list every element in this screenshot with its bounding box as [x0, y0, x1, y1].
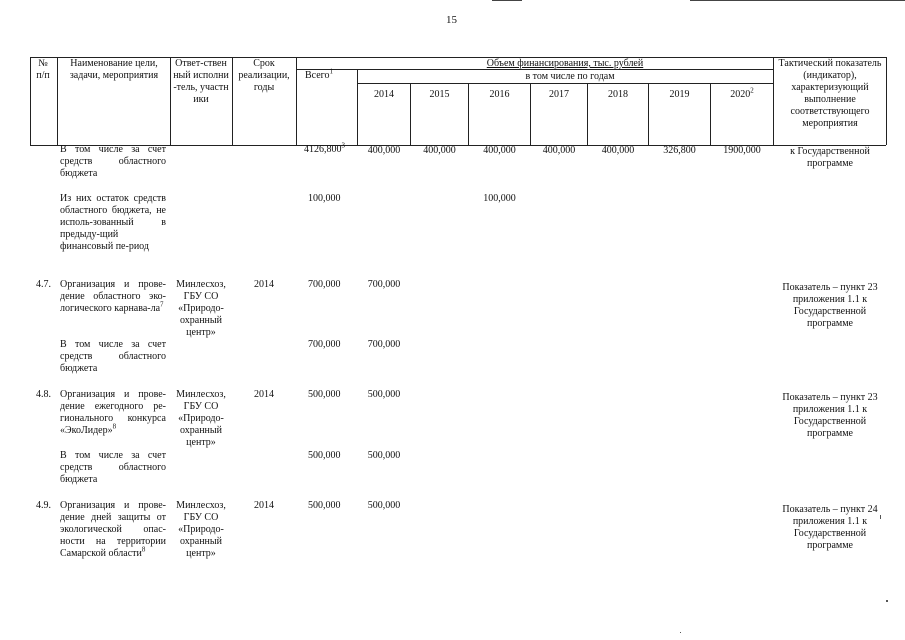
- row-total: 700,000: [308, 339, 341, 350]
- row-indicator: Показатель – пункт 23 приложения 1.1 к Государственной программе: [782, 282, 878, 329]
- row-name: В том числе за счет средств областного бюджета: [60, 144, 166, 179]
- row-year-value: 100,000: [483, 193, 516, 204]
- row-term: 2014: [254, 389, 274, 400]
- header-total: Всего$^1$: [305, 67, 334, 81]
- row-term: 2014: [254, 500, 274, 511]
- row-indicator: Показатель – пункт 24 приложения 1.1 к Государственной программе: [782, 504, 878, 551]
- row-name: Организация и прове-дение дней защиты от экологической опас-ности на территории Самарской области$^8$: [60, 500, 166, 559]
- header-name: Наименование цели, задачи, мероприятия: [69, 58, 159, 81]
- page-number: 15: [446, 14, 457, 26]
- row-year-value: 1900,000: [723, 145, 761, 156]
- row-name: В том числе за счет средств областного бюджета: [60, 450, 166, 485]
- row-number: 4.8.: [36, 389, 51, 400]
- scan-speck: [880, 515, 881, 519]
- row-number: 4.9.: [36, 500, 51, 511]
- header-year: 2017: [549, 89, 569, 100]
- row-responsible: Минлесхоз, ГБУ СО «Природо-охранный центр»: [176, 500, 226, 559]
- row-name: Организация и прове-дение областного эко-логического карнава-$ла^7$: [60, 279, 166, 314]
- row-name: Из них остаток средств областного бюджета, не исполь-зованный в предыду-щий финансовый пе-риод: [60, 193, 166, 252]
- header-year: 2015: [429, 89, 450, 100]
- row-year-value: 400,000: [423, 145, 456, 156]
- header-year-2020: 2020$^2$: [730, 86, 754, 100]
- row-year-value: 500,000: [367, 500, 401, 511]
- header-funding: Объем финансирования, тыс. рублей: [486, 58, 644, 69]
- row-year-value: 500,000: [367, 389, 401, 400]
- scan-speck: [886, 600, 888, 602]
- row-total: 500,000: [308, 450, 341, 461]
- header-year: 2019: [669, 89, 690, 100]
- row-name: В том числе за счет средств областного бюджета: [60, 339, 166, 374]
- top-rule-left: [492, 0, 522, 1]
- row-year-value: 700,000: [367, 279, 401, 290]
- row-responsible: Минлесхоз, ГБУ СО «Природо-охранный центр»: [176, 389, 226, 448]
- row-total: 500,000: [308, 500, 341, 511]
- row-year-value: 700,000: [367, 339, 401, 350]
- header-num: № п/п: [36, 58, 50, 81]
- row-responsible: Минлесхоз, ГБУ СО «Природо-охранный центр»: [176, 279, 226, 338]
- header-term: Срок реализации, годы: [238, 58, 290, 93]
- row-indicator: Показатель – пункт 23 приложения 1.1 к Государственной программе: [782, 392, 878, 439]
- header-year: 2014: [374, 89, 394, 100]
- scan-speck: [680, 632, 681, 633]
- row-year-value: 400,000: [367, 145, 401, 156]
- row-total: 4126,800$^3$: [304, 141, 345, 155]
- row-indicator: к Государственной программе: [790, 146, 870, 169]
- row-year-value: 400,000: [542, 145, 576, 156]
- row-name: Организация и прове-дение ежегодного ре-гионального конкурса «ЭкоЛидер»$^8$: [60, 389, 166, 436]
- row-total: 700,000: [308, 279, 341, 290]
- row-year-value: 400,000: [601, 145, 635, 156]
- header-year: 2016: [489, 89, 510, 100]
- row-year-value: 500,000: [367, 450, 401, 461]
- row-total: 100,000: [308, 193, 341, 204]
- header-year: 2018: [608, 89, 628, 100]
- header-by-years: в том числе по годам: [525, 71, 615, 82]
- top-rule-right: [690, 0, 905, 1]
- row-term: 2014: [254, 279, 274, 290]
- header-indicator: Тактический показатель (индикатор), характеризующий выполнение соответствующего мероприятия: [778, 58, 882, 129]
- row-total: 500,000: [308, 389, 341, 400]
- row-number: 4.7.: [36, 279, 51, 290]
- header-responsible: Ответ-ственный исполни-тель, участники: [173, 58, 229, 105]
- row-year-value: 326,800: [663, 145, 696, 156]
- row-year-value: 400,000: [483, 145, 516, 156]
